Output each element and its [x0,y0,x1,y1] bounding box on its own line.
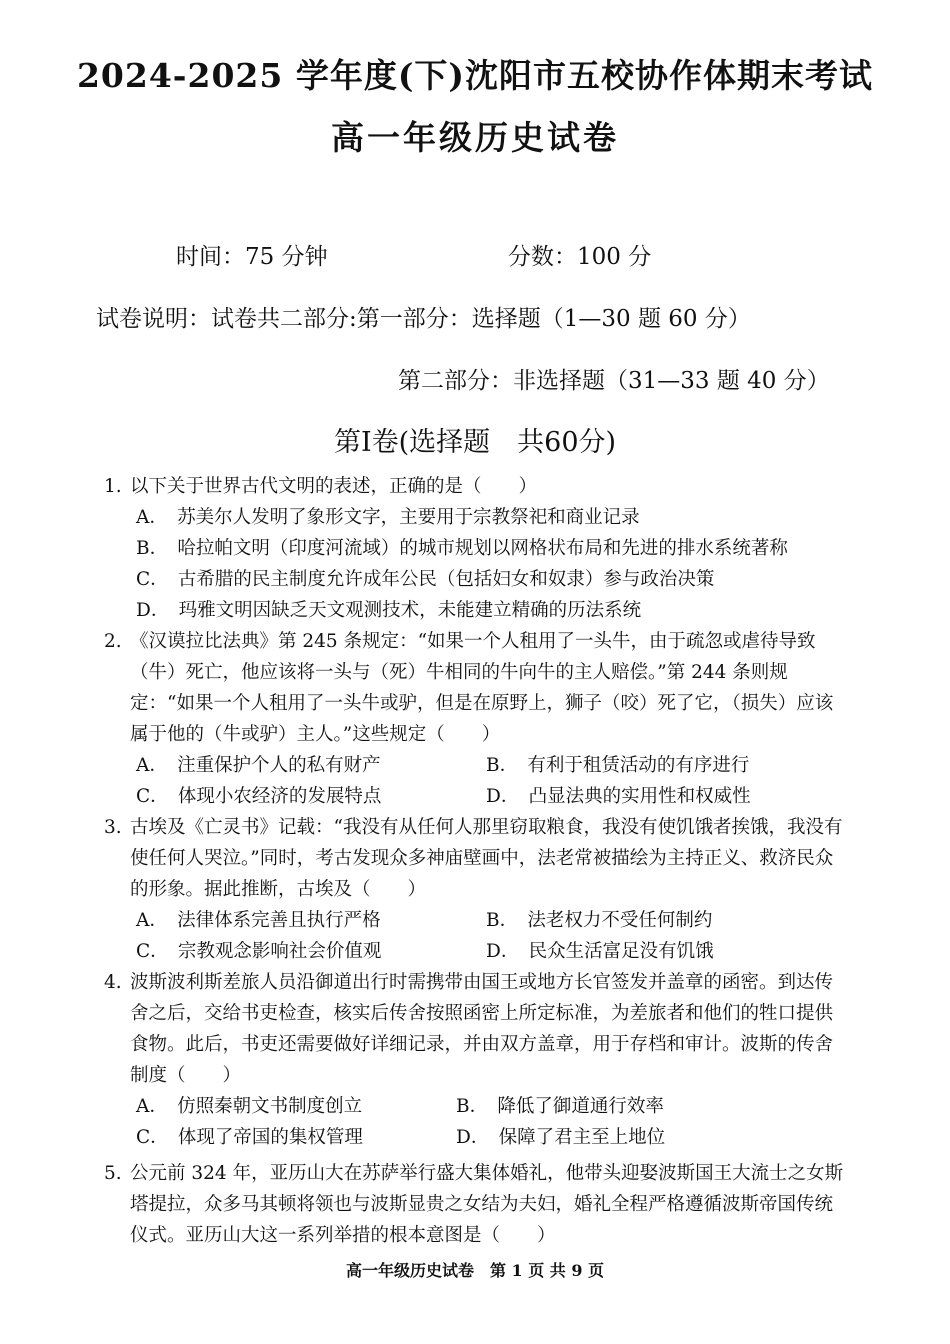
exam-subtitle: 高一年级历史试卷 [331,118,619,157]
exam-time: 时间：75 分钟 [176,244,328,270]
question-2 [104,626,848,812]
exam-title: 2024-2025 学年度(下)沈阳市五校协作体期末考试 [76,56,874,95]
option-b: B． 降低了御道通行效率 [456,1096,664,1117]
question-stem: 《汉谟拉比法典》第 245 条规定：“如果一个人租用了一头牛，由于疏忽或虐待导致（牛）死亡，他应该将一头与（死）牛相同的牛向牛的主人赔偿。”第 244 条则规定：“如果一个人租用了一头牛或驴，但是在原野上，狮子（咬）死了它，（损失）应该属于他的（牛或驴）主人。”这些规定（ ） [130,631,834,745]
question-number: 3. [104,817,122,838]
option-a: A． 苏美尔人发明了象形文字，主要用于宗教祭祀和商业记录 [136,507,640,528]
question-5 [104,1158,848,1251]
question-stem: 波斯波利斯差旅人员沿御道出行时需携带由国王或地方长官签发并盖章的函密。到达传舍之后，交给书吏检查，核实后传舍按照函密上所定标准，为差旅者和他们的牲口提供食物。此后，书吏还需要做好详细记录，并由双方盖章，用于存档和审计。波斯的传舍制度（ ） [130,972,834,1086]
option-d: D． 民众生活富足没有饥饿 [486,941,714,962]
option-c: C． 体现小农经济的发展特点 [136,786,382,807]
question-number: 1. [104,476,122,497]
exam-score: 分数：100 分 [508,244,652,270]
question-number: 5. [104,1163,122,1184]
question-number: 4. [104,972,122,993]
option-d: D． 凸显法典的实用性和权威性 [486,786,751,807]
exam-description-line2: 第二部分：非选择题（31—33 题 40 分） [398,368,830,394]
question-stem: 公元前 324 年，亚历山大在苏萨举行盛大集体婚礼，他带头迎娶波斯国王大流士之女斯塔提拉，众多马其顿将领也与波斯显贵之女结为夫妇，婚礼全程严格遵循波斯帝国传统仪式。亚历山大这一系列举措的根本意图是（ ） [130,1163,844,1246]
question-1 [104,471,840,626]
option-b: B． 有利于租赁活动的有序进行 [486,755,750,776]
question-stem: 以下关于世界古代文明的表述，正确的是（ ） [130,476,538,497]
exam-description-line1: 试卷说明：试卷共二部分:第一部分：选择题（1—30 题 60 分） [96,306,751,332]
question-number: 2. [104,631,122,652]
section-title: 第Ⅰ卷(选择题 共60分) [333,427,617,458]
option-a: A． 法律体系完善且执行严格 [136,910,381,931]
option-c: C． 宗教观念影响社会价值观 [136,941,382,962]
option-a: A． 注重保护个人的私有财产 [136,755,381,776]
option-d: D． 保障了君主至上地位 [456,1127,666,1148]
question-4 [104,967,848,1153]
question-stem: 古埃及《亡灵书》记载：“我没有从任何人那里窃取粮食，我没有使饥饿者挨饿，我没有使任何人哭泣。”同时，考古发现众多神庙壁画中，法老常被描绘为主持正义、救济民众的形象。据此推断，古埃及（ ） [130,817,843,900]
option-d: D． 玛雅文明因缺乏天文观测技术，未能建立精确的历法系统 [136,600,642,621]
option-c: C． 体现了帝国的集权管理 [136,1127,363,1148]
option-a: A． 仿照秦朝文书制度创立 [136,1096,363,1117]
option-b: B． 哈拉帕文明（印度河流域）的城市规划以网格状布局和先进的排水系统著称 [136,538,788,559]
option-b: B． 法老权力不受任何制约 [486,910,713,931]
page-footer: 高一年级历史试卷 第 1 页 共 9 页 [345,1261,605,1280]
question-3 [104,812,848,967]
option-c: C． 古希腊的民主制度允许成年公民（包括妇女和奴隶）参与政治决策 [136,569,715,590]
